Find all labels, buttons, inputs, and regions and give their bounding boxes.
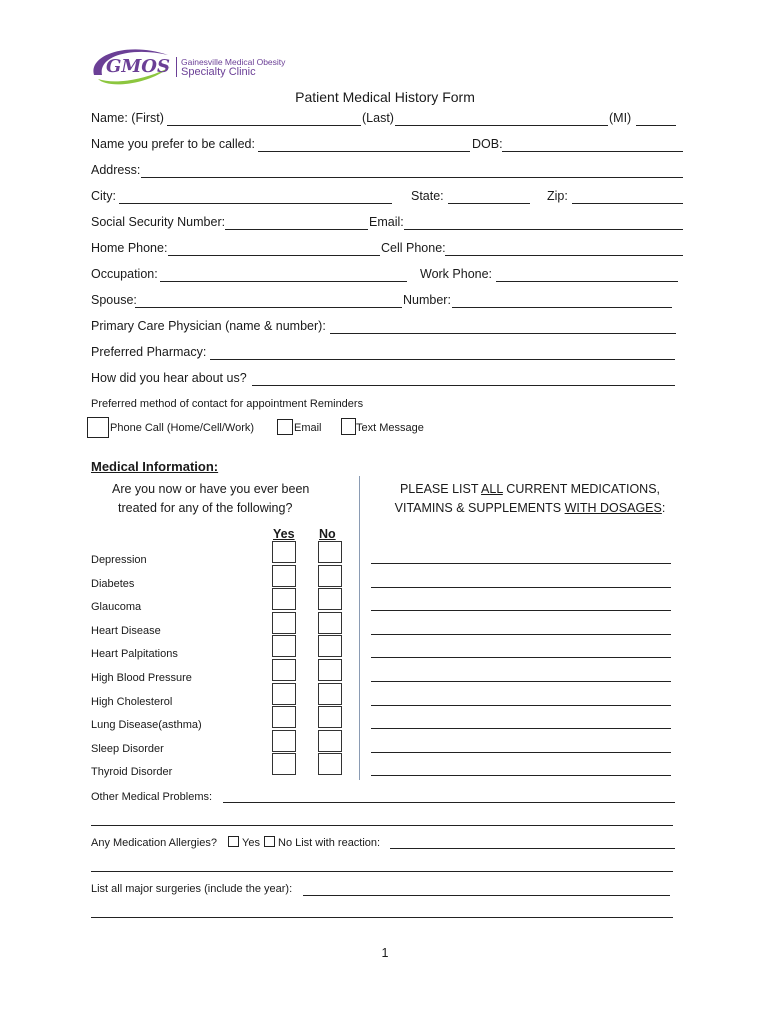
meds-sub-part3: : xyxy=(661,501,666,515)
no-column-header: No xyxy=(319,527,336,541)
allergies-label: Any Medication Allergies? xyxy=(91,837,217,849)
email-field[interactable] xyxy=(404,229,683,230)
allergy-yes-label: Yes xyxy=(242,837,260,849)
surgeries-field-2[interactable] xyxy=(91,917,673,918)
pharmacy-label: Preferred Pharmacy: xyxy=(91,345,207,359)
address-field[interactable] xyxy=(141,177,683,178)
dob-label: DOB: xyxy=(472,137,503,151)
allergy-reaction-field[interactable] xyxy=(390,848,675,849)
no-checkbox-sleep-disorder[interactable] xyxy=(318,730,342,752)
page-number: 1 xyxy=(381,946,389,960)
allergy-reaction-field-2[interactable] xyxy=(91,871,673,872)
logo-line1: Gainesville Medical Obesity xyxy=(181,57,286,67)
yes-checkbox-high-cholesterol[interactable] xyxy=(272,683,296,705)
meds-sub-dosages: WITH DOSAGES xyxy=(564,501,662,515)
yes-checkbox-diabetes[interactable] xyxy=(272,565,296,587)
city-label: City: xyxy=(91,189,116,203)
email-label: Email: xyxy=(369,215,404,229)
no-checkbox-lung-disease-asthma[interactable] xyxy=(318,706,342,728)
yes-checkbox-high-blood-pressure[interactable] xyxy=(272,659,296,681)
medical-heading: Medical Information: xyxy=(91,459,219,474)
condition-label-depression: Depression xyxy=(91,554,147,566)
home-phone-field[interactable] xyxy=(168,255,380,256)
last-name-field[interactable] xyxy=(395,125,608,126)
condition-label-glaucoma: Glaucoma xyxy=(91,601,142,613)
no-checkbox-diabetes[interactable] xyxy=(318,565,342,587)
column-divider xyxy=(359,476,360,780)
yes-checkbox-glaucoma[interactable] xyxy=(272,588,296,610)
condition-label-heart-disease: Heart Disease xyxy=(91,625,161,637)
phone-call-label: Phone Call (Home/Cell/Work) xyxy=(110,422,255,434)
clinic-logo xyxy=(88,45,288,87)
yes-checkbox-depression[interactable] xyxy=(272,541,296,563)
condition-label-sleep-disorder: Sleep Disorder xyxy=(91,743,164,755)
no-checkbox-depression[interactable] xyxy=(318,541,342,563)
allergy-no-checkbox[interactable] xyxy=(264,836,275,847)
medications-subheading xyxy=(360,501,700,515)
email-contact-label: Email xyxy=(294,422,322,434)
medication-line[interactable] xyxy=(371,775,671,776)
mi-field[interactable] xyxy=(636,125,676,126)
occupation-field[interactable] xyxy=(160,281,407,282)
logo-line2: Specialty Clinic xyxy=(181,66,256,78)
medication-line[interactable] xyxy=(371,681,671,682)
work-phone-field[interactable] xyxy=(496,281,678,282)
medication-line[interactable] xyxy=(371,728,671,729)
no-checkbox-heart-palpitations[interactable] xyxy=(318,635,342,657)
medication-line[interactable] xyxy=(371,705,671,706)
yes-column-header: Yes xyxy=(273,527,295,541)
medication-line[interactable] xyxy=(371,610,671,611)
other-problems-field-2[interactable] xyxy=(91,825,673,826)
first-name-field[interactable] xyxy=(167,125,361,126)
medication-line[interactable] xyxy=(371,657,671,658)
surgeries-field[interactable] xyxy=(303,895,670,896)
medication-line[interactable] xyxy=(371,563,671,564)
ssn-field[interactable] xyxy=(225,229,368,230)
no-checkbox-thyroid-disorder[interactable] xyxy=(318,753,342,775)
question-line1: Are you now or have you ever been xyxy=(112,482,310,496)
allergy-yes-checkbox[interactable] xyxy=(228,836,239,847)
email-checkbox[interactable] xyxy=(277,419,293,435)
dob-field[interactable] xyxy=(502,151,683,152)
no-checkbox-high-cholesterol[interactable] xyxy=(318,683,342,705)
condition-label-lung-disease-asthma: Lung Disease(asthma) xyxy=(91,719,202,731)
condition-label-heart-palpitations: Heart Palpitations xyxy=(91,648,178,660)
cell-phone-field[interactable] xyxy=(445,255,683,256)
zip-label: Zip: xyxy=(547,189,568,203)
question-line2: treated for any of the following? xyxy=(118,501,293,515)
spouse-number-label: Number: xyxy=(403,293,451,307)
yes-checkbox-heart-disease[interactable] xyxy=(272,612,296,634)
zip-field[interactable] xyxy=(572,203,683,204)
work-phone-label: Work Phone: xyxy=(420,267,493,281)
medication-line[interactable] xyxy=(371,587,671,588)
first-name-label: Name: (First) xyxy=(91,111,164,125)
cell-phone-label: Cell Phone: xyxy=(381,241,446,255)
no-checkbox-heart-disease[interactable] xyxy=(318,612,342,634)
hear-about-label: How did you hear about us? xyxy=(91,371,247,385)
surgeries-label: List all major surgeries (include the year): xyxy=(91,883,293,895)
condition-label-thyroid-disorder: Thyroid Disorder xyxy=(91,766,173,778)
pcp-label: Primary Care Physician (name & number): xyxy=(91,319,326,333)
page-title: Patient Medical History Form xyxy=(295,89,475,105)
state-label: State: xyxy=(411,189,444,203)
home-phone-label: Home Phone: xyxy=(91,241,168,255)
spouse-number-field[interactable] xyxy=(452,307,672,308)
no-checkbox-glaucoma[interactable] xyxy=(318,588,342,610)
yes-checkbox-thyroid-disorder[interactable] xyxy=(272,753,296,775)
text-message-label: Text Message xyxy=(356,422,424,434)
meds-heading-all: ALL xyxy=(481,482,503,496)
preferred-name-field[interactable] xyxy=(258,151,470,152)
meds-heading-part1: PLEASE LIST xyxy=(399,482,482,496)
spouse-field[interactable] xyxy=(135,307,402,308)
ssn-label: Social Security Number: xyxy=(91,215,226,229)
hear-about-field[interactable] xyxy=(252,385,675,386)
yes-checkbox-heart-palpitations[interactable] xyxy=(272,635,296,657)
text-message-checkbox[interactable] xyxy=(341,418,356,435)
allergy-no-label: No List with reaction: xyxy=(278,837,381,849)
other-problems-label: Other Medical Problems: xyxy=(91,791,213,803)
logo-divider xyxy=(176,57,177,77)
medications-heading xyxy=(360,482,700,496)
preferred-name-label: Name you prefer to be called: xyxy=(91,137,255,151)
occupation-label: Occupation: xyxy=(91,267,158,281)
logo-mark: GMOS xyxy=(106,56,170,77)
condition-label-diabetes: Diabetes xyxy=(91,578,135,590)
mi-label: (MI) xyxy=(609,111,632,125)
meds-sub-part1: VITAMINS & SUPPLEMENTS xyxy=(394,501,565,515)
state-field[interactable] xyxy=(448,203,530,204)
yes-checkbox-lung-disease-asthma[interactable] xyxy=(272,706,296,728)
medication-line[interactable] xyxy=(371,752,671,753)
contact-heading: Preferred method of contact for appointment Reminders xyxy=(91,398,364,410)
no-checkbox-high-blood-pressure[interactable] xyxy=(318,659,342,681)
phone-call-checkbox[interactable] xyxy=(87,417,109,438)
yes-checkbox-sleep-disorder[interactable] xyxy=(272,730,296,752)
city-field[interactable] xyxy=(119,203,392,204)
condition-label-high-blood-pressure: High Blood Pressure xyxy=(91,672,192,684)
pcp-field[interactable] xyxy=(330,333,676,334)
pharmacy-field[interactable] xyxy=(210,359,675,360)
spouse-label: Spouse: xyxy=(91,293,137,307)
condition-label-high-cholesterol: High Cholesterol xyxy=(91,696,173,708)
meds-heading-part3: CURRENT MEDICATIONS, xyxy=(502,482,661,496)
other-problems-field[interactable] xyxy=(223,802,675,803)
medication-line[interactable] xyxy=(371,634,671,635)
address-label: Address: xyxy=(91,163,141,177)
last-name-label: (Last) xyxy=(362,111,394,125)
